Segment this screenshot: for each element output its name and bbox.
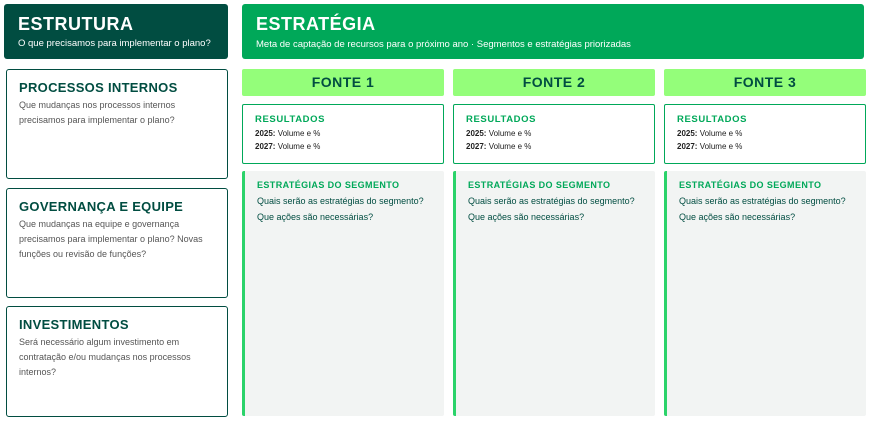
card-title: GOVERNANÇA E EQUIPE [19, 199, 184, 214]
fonte-2-header: FONTE 2 [453, 69, 655, 96]
resultado-2027 [466, 143, 642, 151]
fonte-1-estrategias [242, 171, 444, 416]
resultado-2025 [255, 130, 431, 138]
resultados-title: RESULTADOS [677, 114, 748, 125]
year-value: Volume e % [488, 142, 532, 151]
card-processos-internos [6, 69, 228, 179]
card-governanca-equipe [6, 188, 228, 298]
estrategias-title: ESTRATÉGIAS DO SEGMENTO [257, 180, 400, 190]
estrategias-question: Quais serão as estratégias do segmento? [679, 196, 846, 206]
year-label: 2025: [677, 129, 698, 138]
fonte-3-header: FONTE 3 [664, 69, 866, 96]
year-label: 2027: [466, 142, 487, 151]
fonte-3-resultados [664, 104, 866, 164]
card-title: PROCESSOS INTERNOS [19, 80, 178, 95]
card-investimentos [6, 306, 228, 417]
acoes-question: Que ações são necessárias? [257, 212, 374, 222]
estrutura-title: ESTRUTURA [18, 14, 134, 34]
resultado-2025 [677, 130, 853, 138]
estrategias-question: Quais serão as estratégias do segmento? [257, 196, 424, 206]
estrategia-title: ESTRATÉGIA [256, 14, 376, 34]
estrategias-title: ESTRATÉGIAS DO SEGMENTO [468, 180, 611, 190]
estrategias-question: Quais serão as estratégias do segmento? [468, 196, 635, 206]
year-value: Volume e % [277, 129, 321, 138]
resultados-title: RESULTADOS [466, 114, 537, 125]
card-text: Que mudanças na equipe e governança precisamos para implementar o plano? Novas funções ou revisão de funções? [19, 219, 203, 259]
estrutura-header [4, 4, 228, 59]
estrategia-subtitle: Meta de captação de recursos para o próximo ano · Segmentos e estratégias priorizadas [256, 39, 631, 50]
estrategias-title: ESTRATÉGIAS DO SEGMENTO [679, 180, 822, 190]
card-text: Será necessário algum investimento em contratação e/ou mudanças nos processos internos? [19, 337, 191, 377]
year-label: 2027: [255, 142, 276, 151]
fonte-1-resultados [242, 104, 444, 164]
resultado-2025 [466, 130, 642, 138]
estrutura-subtitle: O que precisamos para implementar o plano? [18, 38, 211, 49]
year-value: Volume e % [277, 142, 321, 151]
estrategia-header [242, 4, 864, 59]
card-text: Que mudanças nos processos internos precisamos para implementar o plano? [19, 100, 176, 125]
year-label: 2027: [677, 142, 698, 151]
fonte-3-estrategias [664, 171, 866, 416]
fonte-2-estrategias [453, 171, 655, 416]
year-value: Volume e % [699, 142, 743, 151]
acoes-question: Que ações são necessárias? [679, 212, 796, 222]
fonte-2-resultados [453, 104, 655, 164]
year-value: Volume e % [488, 129, 532, 138]
year-label: 2025: [466, 129, 487, 138]
acoes-question: Que ações são necessárias? [468, 212, 585, 222]
resultado-2027 [255, 143, 431, 151]
year-label: 2025: [255, 129, 276, 138]
card-title: INVESTIMENTOS [19, 317, 129, 332]
resultados-title: RESULTADOS [255, 114, 326, 125]
year-value: Volume e % [699, 129, 743, 138]
fonte-1-header: FONTE 1 [242, 69, 444, 96]
resultado-2027 [677, 143, 853, 151]
